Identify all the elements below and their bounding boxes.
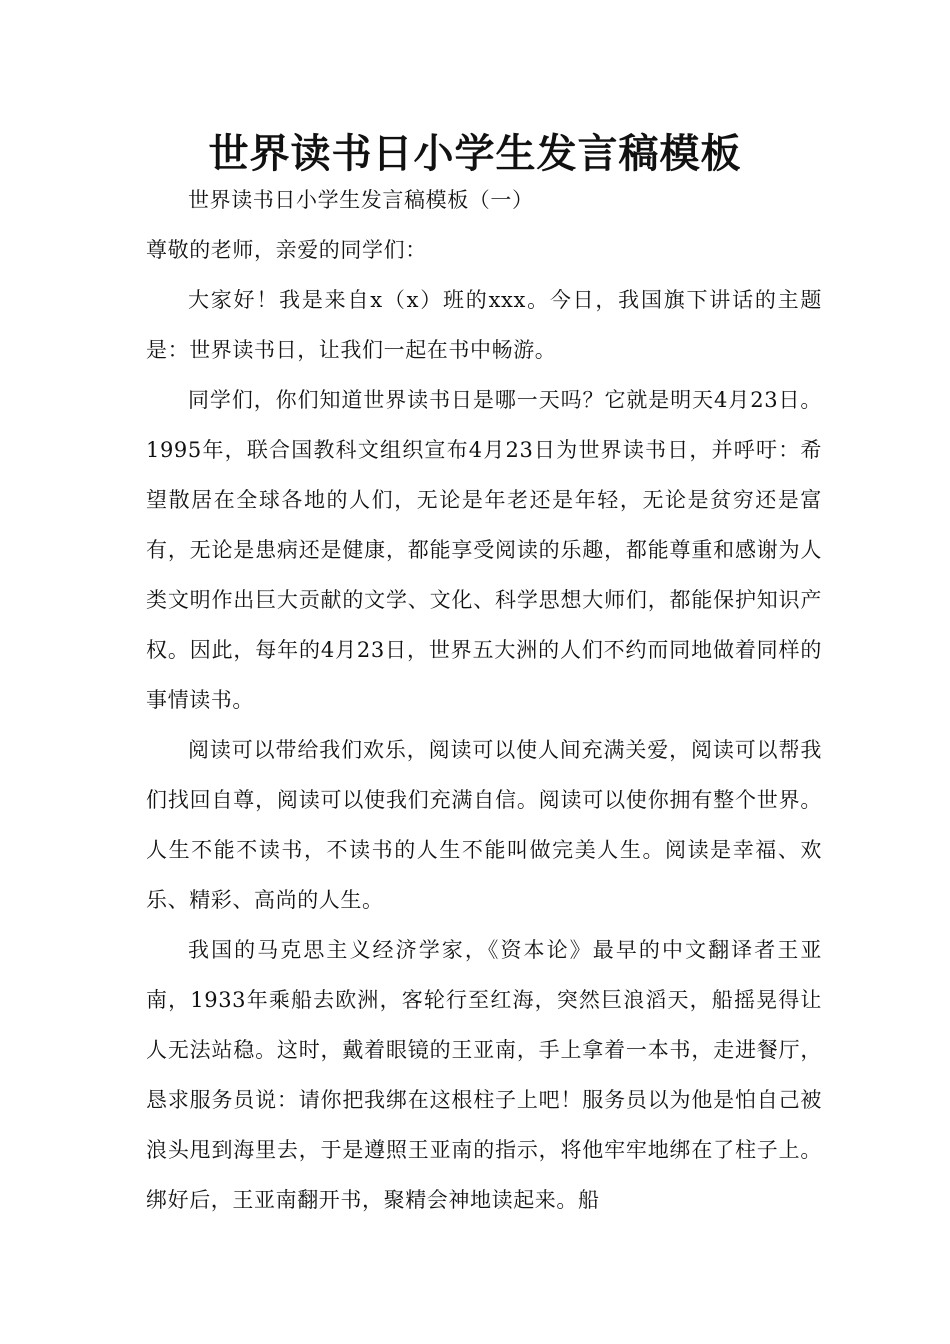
greeting: 尊敬的老师，亲爱的同学们：	[146, 238, 427, 262]
document-title: 世界读书日小学生发言稿模板	[208, 131, 742, 177]
document-subtitle: 世界读书日小学生发言稿模板（一）	[188, 188, 534, 212]
document-body	[146, 175, 822, 1225]
paragraph-2: 同学们，你们知道世界读书日是哪一天吗？它就是明天4月23日。1995年，联合国教科文组织宣布4月23日为世界读书日，并呼吁：希望散居在全球各地的人们，无论是年老还是年轻，无论是贫穷还是富有，无论是患病还是健康，都能享受阅读的乐趣，都能尊重和感谢为人类文明作出巨大贡献的文学、文化、科学思想大师们，都能保护知识产权。因此，每年的4月23日，世界五大洲的人们不约而同地做着同样的事情读书。	[146, 388, 822, 712]
paragraph-3: 阅读可以带给我们欢乐，阅读可以使人间充满关爱，阅读可以帮我们找回自尊，阅读可以使我们充满自信。阅读可以使你拥有整个世界。人生不能不读书，不读书的人生不能叫做完美人生。阅读是幸福、欢乐、精彩、高尚的人生。	[146, 738, 822, 912]
paragraph-4: 我国的马克思主义经济学家，《资本论》最早的中文翻译者王亚南，1933年乘船去欧洲，客轮行至红海，突然巨浪滔天，船摇晃得让人无法站稳。这时，戴着眼镜的王亚南，手上拿着一本书，走进餐厅，恳求服务员说：请你把我绑在这根柱子上吧！服务员以为他是怕自己被浪头甩到海里去，于是遵照王亚南的指示，将他牢牢地绑在了柱子上。绑好后，王亚南翻开书，聚精会神地读起来。船	[146, 938, 822, 1212]
paragraph-1: 大家好！我是来自x（x）班的xxx。今日，我国旗下讲话的主题是：世界读书日，让我们一起在书中畅游。	[146, 288, 822, 362]
